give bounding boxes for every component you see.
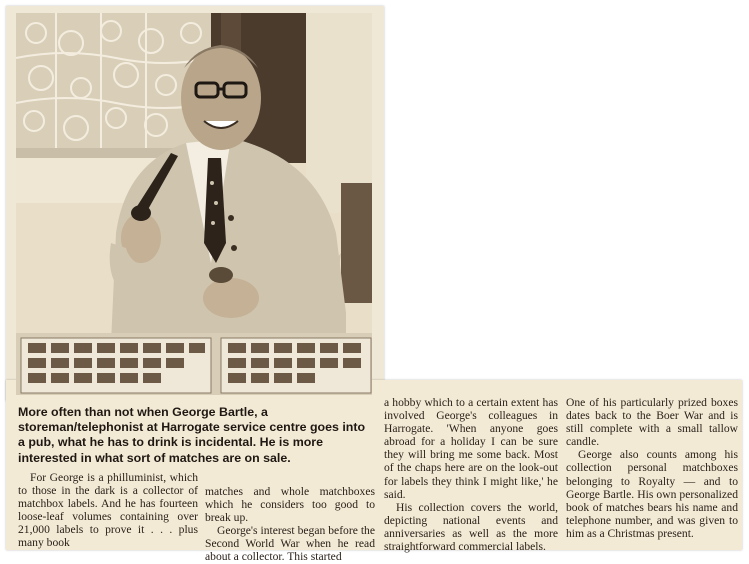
article-column-2 (205, 485, 375, 564)
matchbox-albums (21, 338, 371, 393)
col3-paragraph-1: a hobby which to a certain extent has involved George's colleagues in Harrogate. 'When anyone goes abroad for a holiday I can be sure they will bring me some back. Most of the chaps here are on the look-out for labels they think I might like,' he said. (384, 396, 558, 501)
article-column-4 (566, 396, 738, 540)
man-head (181, 46, 261, 150)
col2-paragraph-2: George's interest began before the Second World War when he read about a collector. This started (205, 524, 375, 564)
article-column-1 (18, 471, 198, 550)
col1-paragraph: For George is a philluminist, which to those in the dark is a collector of matchbox labels. And he has fourteen loose-leaf volumes containing over 21,000 labels to prove it . . . plus many book (18, 471, 198, 550)
col2-paragraph-1: matches and whole matchboxes which he considers too good to break up. (205, 485, 375, 525)
article-headline: More often than not when George Bartle, a storeman/telephonist at Harrogate service centre goes into a pub, what he has to drink is incidental. He is more interested in what sort of matches are on sale. (18, 405, 366, 465)
col3-paragraph-2: His collection covers the world, depicting national events and anniversaries as well as the more straightforward commercial labels. (384, 500, 558, 554)
article-photo (16, 13, 372, 395)
col4-paragraph-1: One of his particularly prized boxes dates back to the Boer War and is still complete with a small tallow candle. (566, 396, 738, 449)
article-column-3 (384, 396, 558, 553)
col4-paragraph-2: George also counts among his collection personal matchboxes belonging to Royalty — and to George Bartle. His own personalized book of matches bears his name and telephone number, and was given to him as a Christmas present. (566, 448, 738, 540)
